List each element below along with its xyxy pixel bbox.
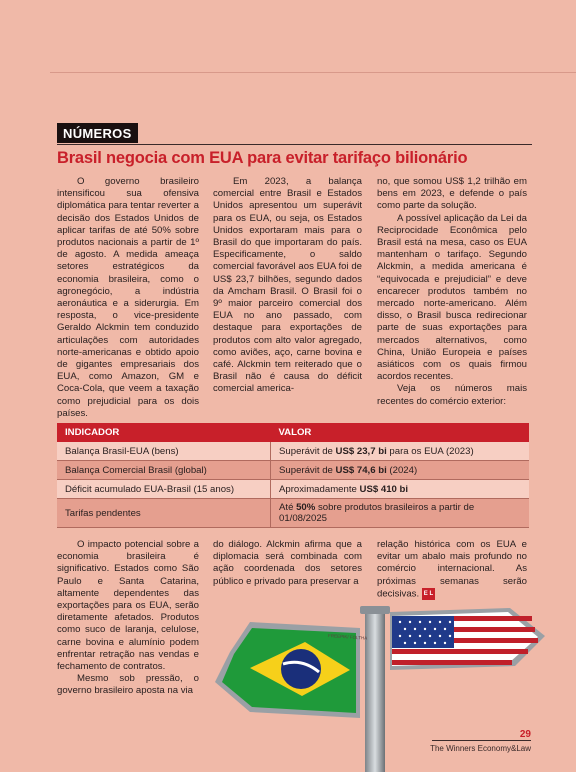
column-header: INDICADOR (57, 423, 271, 442)
paragraph: no, que somou US$ 1,2 trilhão em bens em 2023, e defende o país como parte da solução. (377, 176, 527, 212)
value-cell: Até 50% sobre produtos brasileiros a partir de 01/08/2025 (271, 499, 530, 528)
end-mark: E L (422, 588, 435, 600)
paragraph: Mesmo sob pressão, o governo brasileiro aposta na via (57, 673, 199, 697)
article-column-4 (57, 539, 199, 698)
table-row (57, 442, 529, 461)
article-column-3 (377, 176, 527, 408)
paragraph: relação histórica com os EUA e evitar um abalo mais profundo no comércio internacional. As próximas semanas serão decisivas. E L (377, 539, 527, 600)
article-column-1 (57, 176, 199, 420)
image-credit: FREEPIK/ FOLTHA (327, 633, 368, 641)
paragraph: A possível aplicação da Lei da Reciprocidade Econômica pelo Brasil está na mesa, caso os EUA mantenham o tarifaço. Segundo Alckmin, a medida americana é “equivocada e prejudicial” e deve encarecer produtos também no mercado norte-americano. Além disso, o Brasil busca redirecionar parte de suas exportações para mercados alternativos, como China, União Europeia e países asiáticos com os quais firmou acordos recentes. (377, 212, 527, 383)
paragraph: do diálogo. Alckmin afirma que a diplomacia será combinada com ação coordenada dos setores público e privado para preservar a (213, 539, 362, 587)
top-rule (50, 72, 576, 73)
section-rule (57, 144, 532, 145)
trade-data-table (57, 423, 529, 528)
usa-flag-sign (390, 608, 545, 670)
article-column-6 (377, 539, 527, 601)
pole-cap (360, 606, 390, 614)
indicator-cell: Balança Brasil-EUA (bens) (57, 442, 271, 461)
section-tag: NÚMEROS (57, 123, 138, 143)
paragraph: O governo brasileiro intensificou sua ofensiva diplomática para tentar reverter a decisão dos Estados Unidos de aplicar tarifas de até 50% sobre produtos nacionais a partir de 1º de agosto. A medida ameaça setores estratégicos da economia brasileira, como o agronegócio, a indústria aeronáutica e a siderurgia. Em resposta, o vice-presidente Geraldo Alckmin tem conduzido articulações com autoridades norte-americanas e obtido apoio de gigantes empresariais dos EUA, como Amazon, GM e Coca-Cola, que veem a taxação como prejudicial para os dois países. (57, 176, 199, 419)
indicator-cell: Déficit acumulado EUA-Brasil (15 anos) (57, 480, 271, 499)
headline: Brasil negocia com EUA para evitar tarifaço bilionário (57, 149, 468, 167)
paragraph: Veja os números mais recentes do comércio exterior: (377, 383, 527, 407)
indicator-cell: Tarifas pendentes (57, 499, 271, 528)
footer-rule (432, 740, 531, 741)
indicator-cell: Balança Comercial Brasil (global) (57, 461, 271, 480)
signpost-pole (365, 608, 385, 772)
value-cell: Aproximadamente US$ 410 bi (271, 480, 530, 499)
publication-name: The Winners Economy&Law (430, 744, 531, 753)
column-header: VALOR (271, 423, 530, 442)
paragraph: O impacto potencial sobre a economia brasileira é significativo. Estados como São Paulo e Santa Catarina, altamente dependentes das exportações para os EUA, serão diretamente afetados. Produtos como suco de laranja, celulose, carne bovina e alumínio podem enfrentar retração nas vendas e fechamento de contratos. (57, 539, 199, 673)
value-cell: Superávit de US$ 23,7 bi para os EUA (2023) (271, 442, 530, 461)
paragraph: Em 2023, a balança comercial entre Brasil e Estados Unidos apresentou um superávit para os EUA, ou seja, os Estados Unidos exportaram mais para o Brasil do que importaram do país. Especificamente, o saldo comercial favorável aos EUA foi de US$ 23,7 bilhões, segundo dados da Amcham Brasil. O Brasil foi o 9º maior parceiro comercial dos EUA no ano passado, com destaque para exportações de produtos com alto valor agregado, como aviões, aço, carne bovina e café. Alckmin tem reiterado que o Brasil não é causa do déficit comercial america- (213, 176, 362, 395)
table-row (57, 499, 529, 528)
table-row (57, 461, 529, 480)
value-cell: Superávit de US$ 74,6 bi (2024) (271, 461, 530, 480)
article-column-5 (213, 539, 362, 588)
page-number: 29 (519, 729, 531, 740)
table-row (57, 480, 529, 499)
article-column-2 (213, 176, 362, 396)
